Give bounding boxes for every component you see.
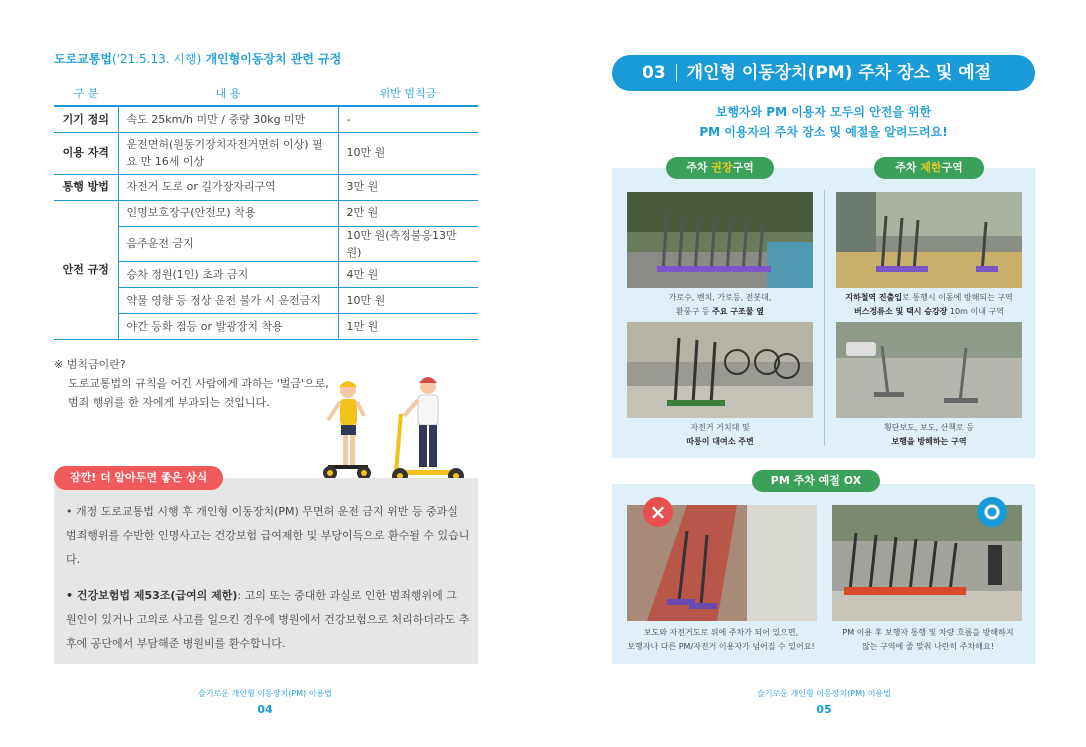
caption-text: 10m 이내 구역 xyxy=(947,307,1004,316)
recommended-zone-pill xyxy=(666,157,774,179)
caption-bold: 따릉이 대여소 주변 xyxy=(686,437,754,446)
page-number: 05 xyxy=(816,703,832,716)
caption-recommended-1 xyxy=(627,291,813,319)
restricted-post: 구역 xyxy=(941,161,963,174)
category-cell: 기기 정의 xyxy=(54,106,118,132)
fine-cell: 10만 원 xyxy=(338,132,478,174)
photo-bike-rack-scooters xyxy=(627,322,813,418)
content-cell: 운전면허(원동기장치자전거면허 이상) 필요 만 16세 이상 xyxy=(118,132,338,174)
fine-cell: 10만 원(측정불응13만 원) xyxy=(338,226,478,261)
table-row xyxy=(54,226,478,261)
intro-text xyxy=(612,102,1035,142)
caption-bold: 버스정류소 및 택시 승강장 xyxy=(854,307,948,316)
tip-label: 잠깐! 더 알아두면 좋은 상식 xyxy=(54,466,223,490)
header-category: 구 분 xyxy=(54,80,118,106)
table-row xyxy=(54,261,478,287)
restricted-pre: 주차 xyxy=(895,161,921,174)
caption-line: 횡단보도, 보도, 산책로 등 xyxy=(884,423,974,432)
zone-divider xyxy=(824,190,825,446)
fine-cell: 3만 원 xyxy=(338,174,478,200)
section-title: 개인형 이동장치(PM) 주차 장소 및 예절 xyxy=(686,63,992,83)
intro-line-1: 보행자와 PM 이용자 모두의 안전을 위한 xyxy=(715,105,932,119)
rider-yellow-shirt-icon xyxy=(323,381,371,480)
tip-item-1: • 개정 도로교통법 시행 후 개인형 이동장치(PM) 무면허 운전 금지 위반 등 중과실 범죄행위를 수반한 인명사고는 건강보험 급여제한 및 부당이득으로 환수될 수 있습니다. xyxy=(66,505,470,566)
table-header-row xyxy=(54,80,478,106)
footer-left xyxy=(165,688,365,716)
header-content: 내 용 xyxy=(118,80,338,106)
scooter-riders-illustration xyxy=(316,372,476,490)
caption-recommended-2 xyxy=(627,421,813,449)
table-row xyxy=(54,287,478,313)
fine-cell: 1만 원 xyxy=(338,313,478,339)
good-example-o-icon xyxy=(977,497,1007,527)
rider-white-shirt-icon xyxy=(392,377,464,484)
table-row xyxy=(54,200,478,226)
caption-bold: 주요 구조물 옆 xyxy=(712,307,764,316)
intro-line-2: PM 이용자의 주차 장소 및 예절을 알려드려요! xyxy=(699,125,948,139)
caption-text: 환풍구 등 xyxy=(676,307,713,316)
header-fine: 위반 범칙금 xyxy=(338,80,478,106)
caption-good-example xyxy=(822,626,1034,654)
recommended-pre: 주차 xyxy=(686,161,712,174)
header-separator xyxy=(676,64,677,82)
fine-cell: 10만 원 xyxy=(338,287,478,313)
restricted-zone-pill xyxy=(874,157,984,179)
tip-item-2-lead: • 건강보험법 제53조(급여의 제한) xyxy=(66,589,238,602)
caption-line: PM 이용 후 보행자 통행 및 차량 흐름을 방해하지 xyxy=(842,628,1014,637)
recommended-highlight: 권장 xyxy=(711,161,733,174)
caption-restricted-1 xyxy=(836,291,1022,319)
footer-text: 슬기로운 개인형 이동장치(PM) 이용법 xyxy=(757,689,891,698)
caption-line: 보도와 자전거도로 위에 주차가 되어 있으면, xyxy=(643,628,799,637)
section-number: 03 xyxy=(642,63,666,83)
content-cell: 인명보호장구(안전모) 착용 xyxy=(118,200,338,226)
caption-bad-example xyxy=(614,626,828,654)
table-row xyxy=(54,132,478,174)
recommended-post: 구역 xyxy=(732,161,754,174)
fine-definition-body: 도로교통법의 규칙을 어긴 사람에게 과하는 '벌금'으로, 범죄 행위를 한 자에게 부과되는 것입니다. xyxy=(68,377,329,409)
category-cell: 통행 방법 xyxy=(54,174,118,200)
category-cell: 안전 규정 xyxy=(54,200,118,339)
content-cell: 속도 25km/h 미만 / 중량 30kg 미만 xyxy=(118,106,338,132)
section-header xyxy=(612,55,1035,91)
content-cell: 자전거 도로 or 길가장자리구역 xyxy=(118,174,338,200)
restricted-highlight: 제한 xyxy=(920,161,942,174)
photo-subway-entrance-scooters xyxy=(836,192,1022,288)
fine-cell: 2만 원 xyxy=(338,200,478,226)
table-row xyxy=(54,174,478,200)
footer-right xyxy=(724,688,924,716)
law-title-rest: 개인형이동장치 관련 규정 xyxy=(205,52,342,66)
content-cell: 약물 영향 등 정상 운전 불가 시 운전금지 xyxy=(118,287,338,313)
caption-line: 보행자나 다른 PM/자전거 이용자가 넘어질 수 있어요! xyxy=(627,642,815,651)
tip-item-2-rest: : 고의 또는 중대한 과실로 인한 범죄행위에 그 원인이 있거나 고의로 사고를 일으킨 경우에 병원에서 건강보험으로 처리하더라도 추후에 공단에서 부담해준 병원비를 환수합니다. xyxy=(66,589,470,650)
law-title-main: 도로교통법 xyxy=(54,52,112,66)
fine-cell: 4만 원 xyxy=(338,261,478,287)
caption-line: 않는 구역에 줄 맞춰 나란히 주차해요! xyxy=(862,642,994,651)
page-number: 04 xyxy=(257,703,273,716)
caption-bold: 보행을 방해하는 구역 xyxy=(891,437,967,446)
fine-cell: - xyxy=(338,106,478,132)
fine-definition-title: ※ 범칙금이란? xyxy=(54,358,126,371)
content-cell: 야간 등화 점등 or 발광장치 착용 xyxy=(118,313,338,339)
footer-text: 슬기로운 개인형 이동장치(PM) 이용법 xyxy=(198,689,332,698)
content-cell: 승차 정원(1인) 초과 금지 xyxy=(118,261,338,287)
table-row xyxy=(54,313,478,339)
bad-example-x-icon: × xyxy=(643,497,673,527)
caption-restricted-2 xyxy=(836,421,1022,449)
table-row xyxy=(54,106,478,132)
photo-crosswalk-scooters xyxy=(836,322,1022,418)
regulation-table xyxy=(54,80,478,340)
caption-text: 로 통행시 이동에 방해되는 구역 xyxy=(902,293,1013,302)
category-cell: 이용 자격 xyxy=(54,132,118,174)
ox-title-pill: PM 주차 예절 OX xyxy=(752,470,880,492)
content-cell: 음주운전 금지 xyxy=(118,226,338,261)
photo-scooters-near-structure xyxy=(627,192,813,288)
caption-line: 가로수, 벤치, 가로등, 전봇대, xyxy=(668,293,772,302)
law-title xyxy=(54,50,341,67)
law-title-date: ('21.5.13. 시행) xyxy=(111,52,202,66)
tip-item-2 xyxy=(66,584,470,656)
caption-bold: 지하철역 진출입 xyxy=(845,293,903,302)
caption-line: 자전거 거치대 및 xyxy=(690,423,750,432)
